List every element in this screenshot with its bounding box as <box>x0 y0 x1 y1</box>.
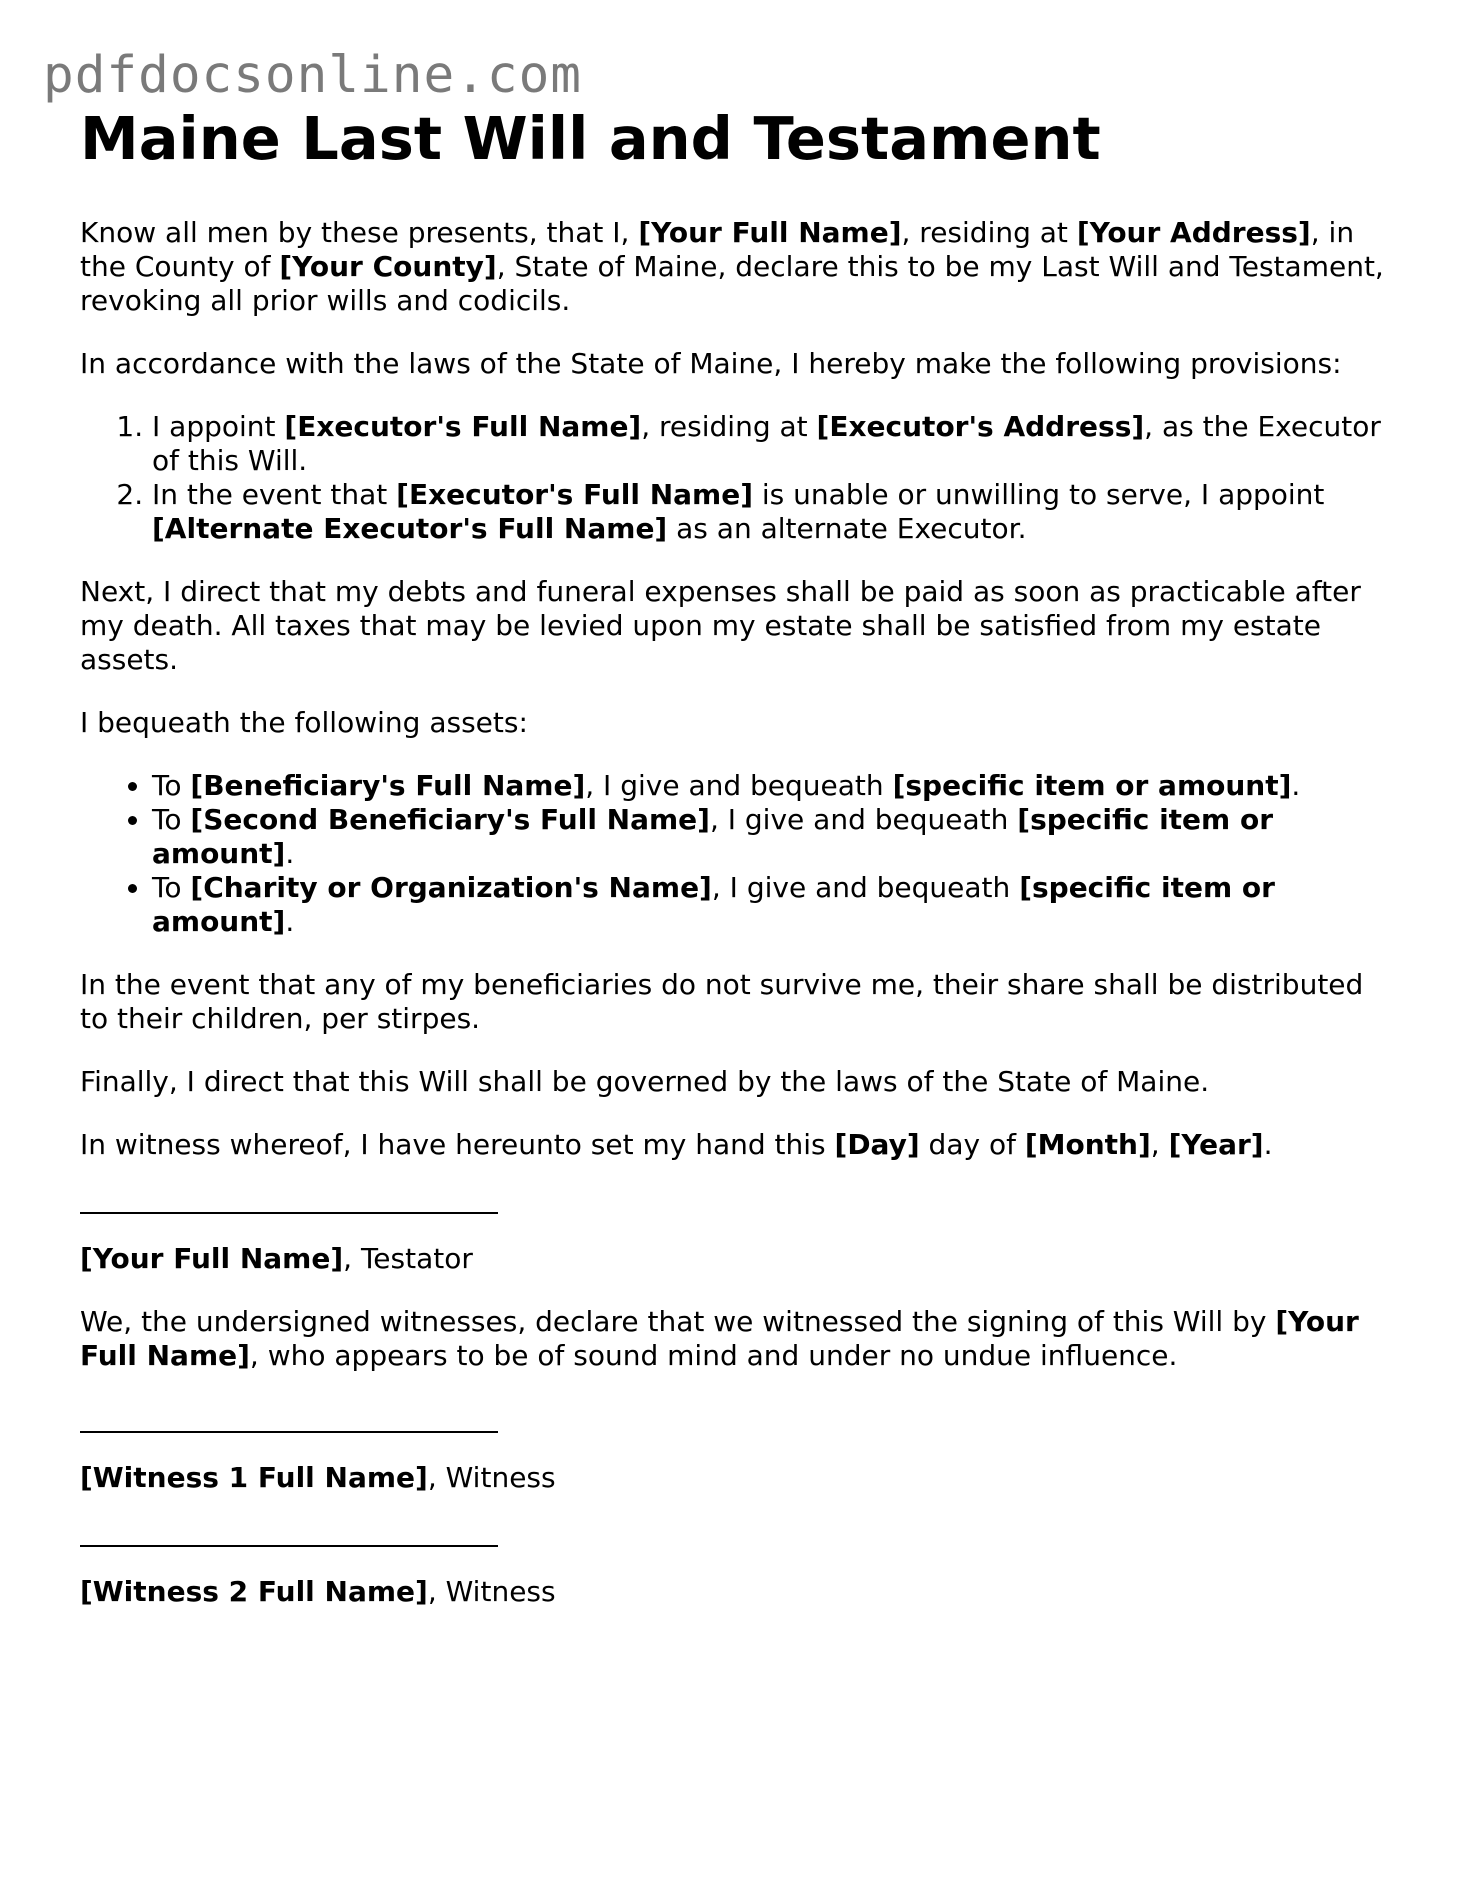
witness-clause-text: In witness whereof, I have hereunto set my hand this <box>80 1128 835 1161</box>
bequest-item-field: [specific item or amount] <box>892 769 1292 802</box>
declaration-text: We, the undersigned witnesses, declare that we witnessed the signing of this Will by <box>80 1305 1276 1338</box>
survival-paragraph: In the event that any of my beneficiaries do not survive me, their share shall be distributed to their children, per stirpes. <box>80 968 1364 1035</box>
document-title: Maine Last Will and Testament <box>80 104 1101 173</box>
declaration-text: , who appears to be of sound mind and under no undue influence. <box>249 1339 1178 1372</box>
bequest-text: , I give and bequeath <box>711 871 1020 904</box>
executor-address-field: [Executor's Address] <box>816 410 1145 443</box>
witness-2-role: , Witness <box>427 1575 556 1608</box>
provision-text: , residing at <box>641 410 817 443</box>
bequest-text: , I give and bequeath <box>585 769 893 802</box>
document-page <box>80 104 1390 1609</box>
witness-clause-text: day of <box>919 1128 1025 1161</box>
month-field: [Month] <box>1024 1128 1151 1161</box>
testator-name: [Your Full Name] <box>80 1242 344 1275</box>
provision-text: as an alternate Executor. <box>667 512 1027 545</box>
provision-text: is unable or unwilling to serve, I appoint <box>753 478 1325 511</box>
provision-item <box>152 478 1390 546</box>
provision-text: , as the Executor of this Will. <box>152 410 1381 477</box>
bequest-item <box>152 769 1390 803</box>
bequest-text: . <box>1291 769 1301 802</box>
executor-name-field: [Executor's Full Name] <box>396 478 753 511</box>
provision-text: I appoint <box>152 410 285 443</box>
bequest-text: To <box>152 803 191 836</box>
witness-2-caption <box>80 1575 1390 1609</box>
beneficiary-name-field: [Charity or Organization's Name] <box>190 871 712 904</box>
bequest-item-field: [specific item or amount] <box>152 871 1275 938</box>
day-field: [Day] <box>834 1128 920 1161</box>
intro-text-3: , in the County of <box>80 216 1355 283</box>
bequest-text: , I give and bequeath <box>709 803 1018 836</box>
bequest-text: To <box>152 871 191 904</box>
witness-clause-text: . <box>1263 1128 1273 1161</box>
watermark: pdfdocsonline.com <box>43 46 582 105</box>
witness-clause-text: , <box>1150 1128 1169 1161</box>
intro-text-4: , State of Maine, declare this to be my Last Will and Testament, revoking all prior wills and codicils. <box>80 250 1384 317</box>
accordance-paragraph: In accordance with the laws of the State of Maine, I hereby make the following provisions: <box>80 347 1342 380</box>
intro-paragraph <box>80 216 1390 318</box>
executor-name-field: [Executor's Full Name] <box>284 410 642 443</box>
witness-clause <box>80 1128 1390 1162</box>
testator-caption <box>80 1242 1390 1276</box>
witness-declaration <box>80 1305 1390 1373</box>
witness-1-caption <box>80 1461 1390 1495</box>
bequest-item <box>152 871 1390 939</box>
bequest-text: To <box>152 769 191 802</box>
testator-county-field: [Your County] <box>279 250 497 283</box>
governing-paragraph: Finally, I direct that this Will shall be governed by the laws of the State of Maine. <box>80 1065 1210 1098</box>
bequests-list <box>80 769 1390 939</box>
intro-text-1: Know all men by these presents, that I, <box>80 216 639 249</box>
witness-1-name: [Witness 1 Full Name] <box>80 1461 428 1494</box>
beneficiary-name-field: [Beneficiary's Full Name] <box>190 769 586 802</box>
testator-role: , Testator <box>343 1242 473 1275</box>
intro-text-2: , residing at <box>901 216 1077 249</box>
alternate-executor-field: [Alternate Executor's Full Name] <box>152 512 668 545</box>
bequest-item <box>152 803 1390 871</box>
bequest-text: . <box>285 905 295 938</box>
provision-text: In the event that <box>152 478 397 511</box>
bequest-item-field: [specific item or amount] <box>152 803 1274 870</box>
provision-item <box>152 410 1390 478</box>
testator-name-field: [Your Full Name] <box>638 216 902 249</box>
testator-address-field: [Your Address] <box>1076 216 1311 249</box>
beneficiary-name-field: [Second Beneficiary's Full Name] <box>190 803 710 836</box>
bequeath-intro: I bequeath the following assets: <box>80 706 528 739</box>
witness-2-name: [Witness 2 Full Name] <box>80 1575 428 1608</box>
declaration-name-field: [Your Full Name] <box>80 1305 1359 1372</box>
bequest-text: . <box>285 837 295 870</box>
provisions-list <box>80 410 1390 546</box>
debts-paragraph: Next, I direct that my debts and funeral expenses shall be paid as soon as practicable after my death. All taxes that may be levied upon my estate shall be satisfied from my estate assets. <box>80 575 1361 676</box>
year-field: [Year] <box>1168 1128 1264 1161</box>
witness-1-role: , Witness <box>427 1461 556 1494</box>
